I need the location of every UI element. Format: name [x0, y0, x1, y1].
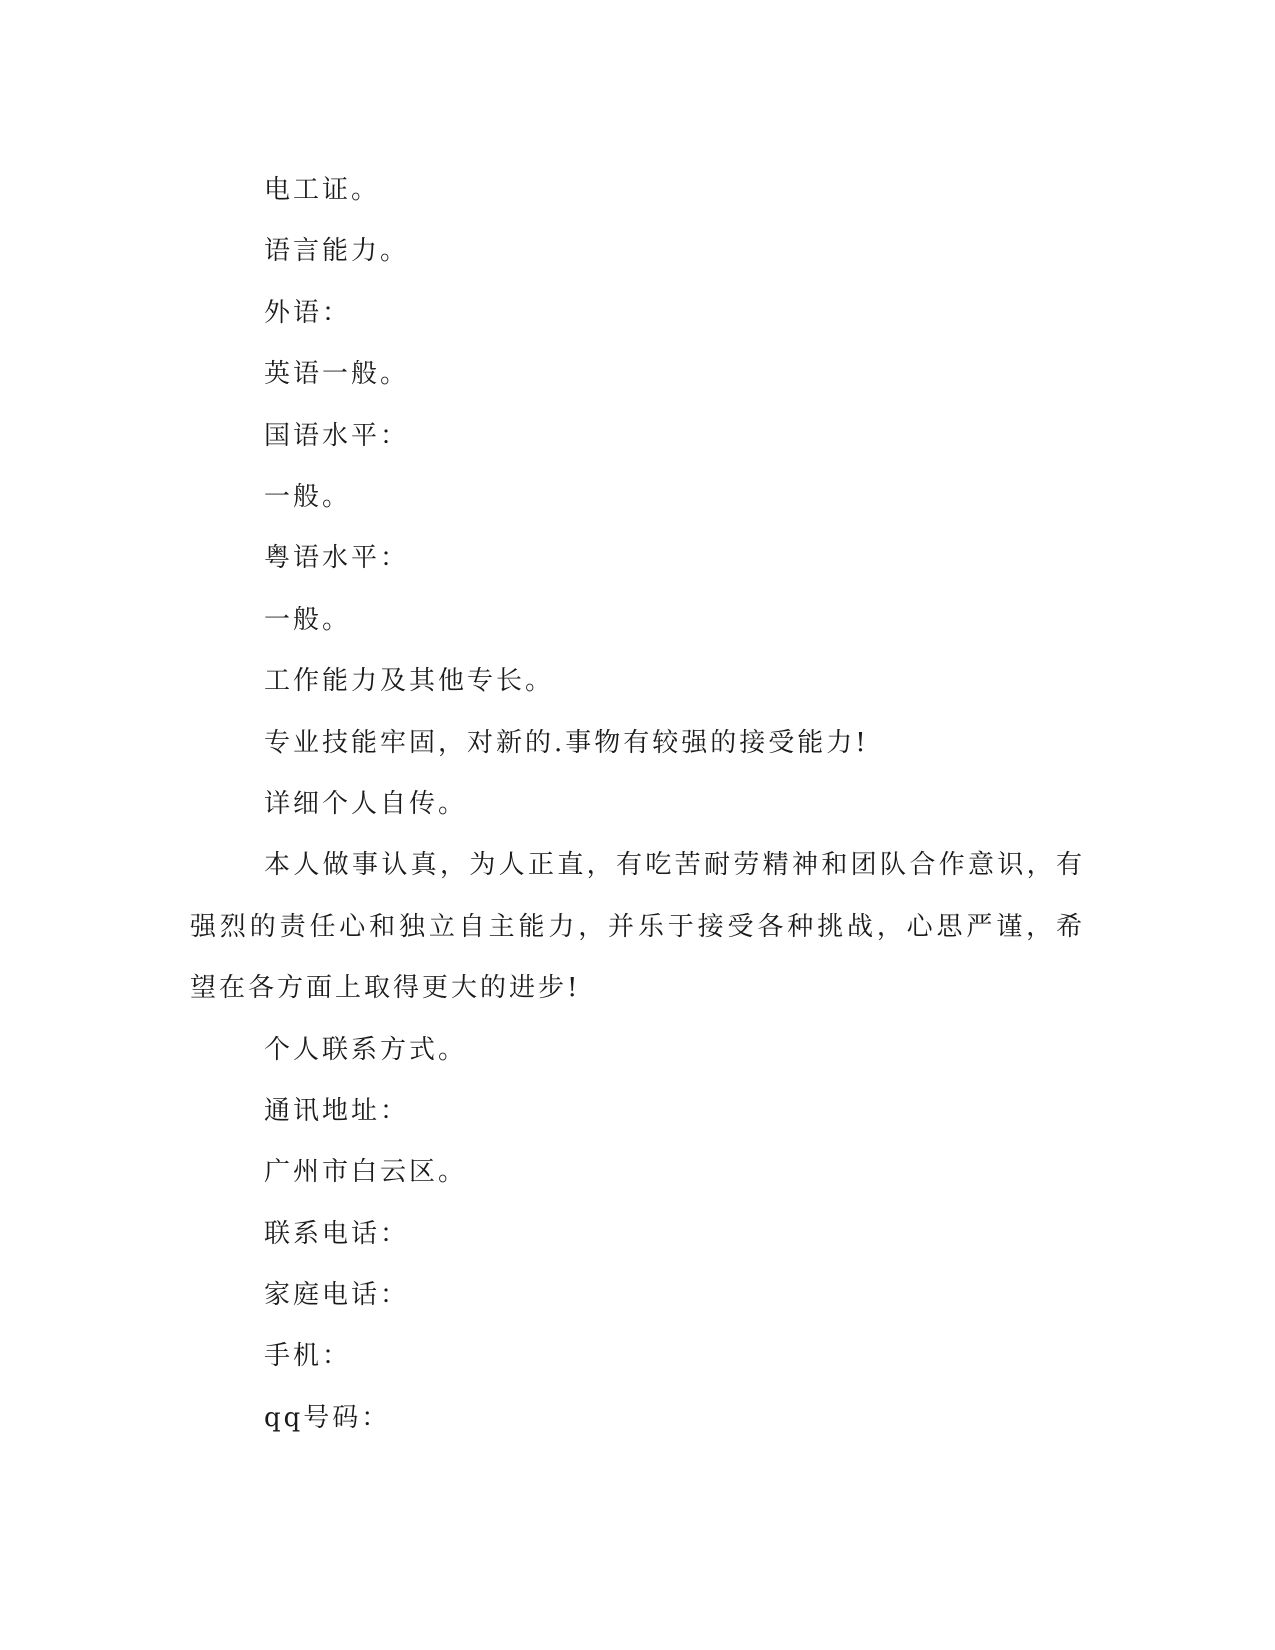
line-address-label: 通讯地址： — [264, 1095, 410, 1126]
line-cantonese-label: 粤语水平： — [264, 543, 410, 574]
line-work-ability-heading: 工作能力及其他专长。 — [264, 666, 555, 697]
line-english-level: 英语一般。 — [264, 359, 410, 390]
line-language-ability: 语言能力。 — [264, 236, 410, 267]
document-body — [190, 160, 1085, 1449]
line-phone-label: 联系电话： — [264, 1218, 410, 1249]
line-foreign-language: 外语： — [264, 297, 352, 328]
line-home-phone-label: 家庭电话： — [264, 1280, 410, 1311]
line-autobiography-heading: 详细个人自传。 — [264, 788, 468, 819]
line-electrician-cert: 电工证。 — [264, 175, 381, 205]
line-cantonese-level: 一般。 — [264, 604, 352, 635]
line-address-value: 广州市白云区。 — [264, 1157, 468, 1188]
autobiography-paragraph: 本人做事认真，为人正直，有吃苦耐劳精神和团队合作意识，有强烈的责任心和独立自主能力，并乐于接受各种挑战，心思严谨，希望在各方面上取得更大的进步! — [190, 850, 1085, 1004]
line-mandarin-level: 一般。 — [264, 481, 352, 512]
line-mandarin-label: 国语水平： — [264, 420, 410, 451]
line-mobile-label: 手机： — [264, 1341, 352, 1372]
line-contact-heading: 个人联系方式。 — [264, 1034, 468, 1065]
line-professional-skills: 专业技能牢固，对新的.事物有较强的接受能力! — [264, 727, 869, 758]
line-qq-label: qq号码： — [264, 1402, 391, 1433]
